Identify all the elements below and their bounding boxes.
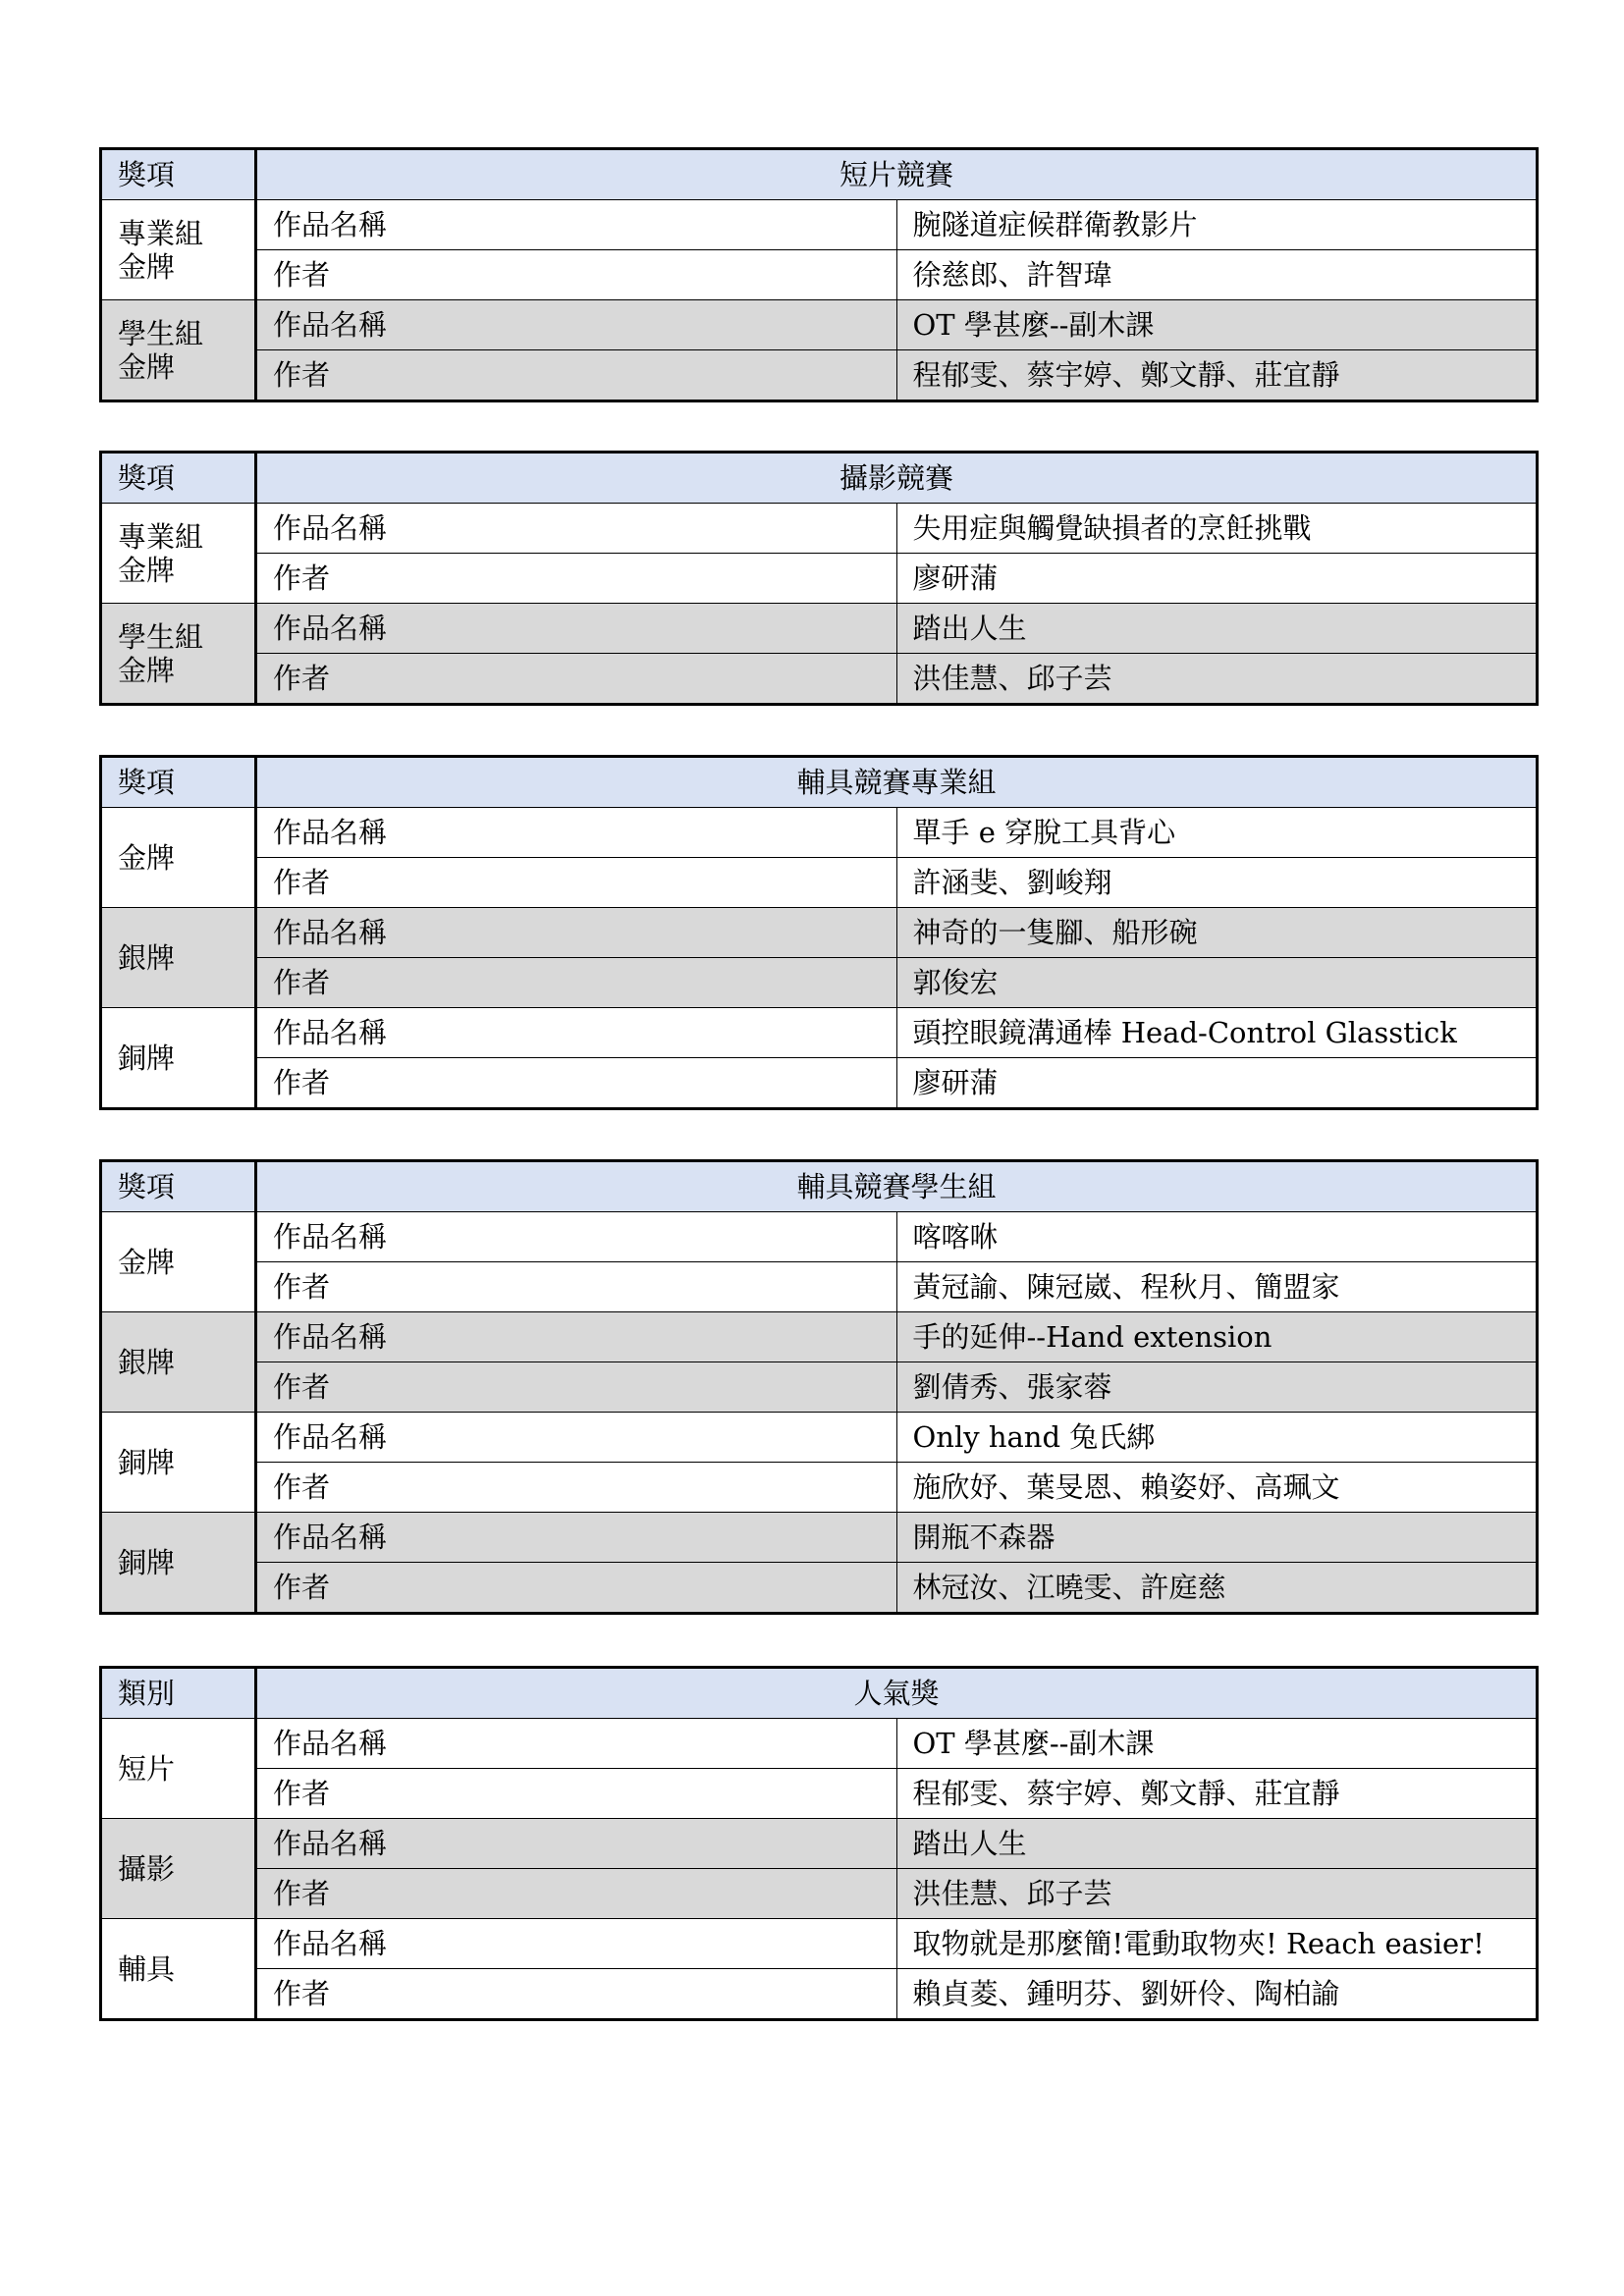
popularity-award-table [99,1666,1539,2021]
work-title: 手的延伸--Hand extension [896,1312,1538,1362]
table-row [101,1969,1538,2020]
work-title: OT 學甚麼--副木課 [896,1719,1538,1769]
table-row [101,958,1538,1008]
field-label: 作品名稱 [256,300,897,350]
table-row [101,200,1538,250]
work-authors: 程郁雯、蔡宇婷、鄭文靜、莊宜靜 [896,1769,1538,1819]
table-row [101,908,1538,958]
table-row [101,1769,1538,1819]
table-row [101,1008,1538,1058]
field-label: 作者 [256,1769,897,1819]
field-label: 作品名稱 [256,1513,897,1563]
header-label: 類別 [101,1668,256,1719]
work-authors: 賴貞菱、鍾明芬、劉妍伶、陶柏諭 [896,1969,1538,2020]
work-authors: 洪佳慧、邱子芸 [896,654,1538,705]
work-title: 頭控眼鏡溝通棒 Head-Control Glasstick [896,1008,1538,1058]
table-header-row [101,149,1538,200]
work-authors: 許涵斐、劉峻翔 [896,858,1538,908]
table-title: 人氣獎 [256,1668,1538,1719]
field-label: 作者 [256,250,897,300]
header-label: 獎項 [101,757,256,808]
table-row [101,1058,1538,1109]
field-label: 作者 [256,858,897,908]
work-title: 神奇的一隻腳、船形碗 [896,908,1538,958]
table-header-row [101,1668,1538,1719]
work-title: 踏出人生 [896,604,1538,654]
group-name: 銀牌 [101,1312,256,1413]
work-title: 開瓶不森器 [896,1513,1538,1563]
table-row [101,858,1538,908]
field-label: 作者 [256,350,897,401]
table-header-row [101,757,1538,808]
work-authors: 洪佳慧、邱子芸 [896,1869,1538,1919]
field-label: 作品名稱 [256,1212,897,1262]
group-name: 銅牌 [101,1413,256,1513]
group-name: 短片 [101,1719,256,1819]
header-label: 獎項 [101,149,256,200]
work-title: 單手 e 穿脫工具背心 [896,808,1538,858]
table-title: 輔具競賽專業組 [256,757,1538,808]
group-name: 金牌 [101,808,256,908]
field-label: 作品名稱 [256,200,897,250]
field-label: 作者 [256,1362,897,1413]
table-row [101,1563,1538,1614]
work-authors: 施欣妤、葉旻恩、賴姿妤、高珮文 [896,1463,1538,1513]
work-authors: 廖研蒲 [896,554,1538,604]
field-label: 作品名稱 [256,1312,897,1362]
work-authors: 程郁雯、蔡宇婷、鄭文靜、莊宜靜 [896,350,1538,401]
table-row [101,1362,1538,1413]
photography-table [99,451,1539,706]
work-title: OT 學甚麼--副木課 [896,300,1538,350]
field-label: 作品名稱 [256,908,897,958]
group-name: 輔具 [101,1919,256,2020]
work-title: 喀喀咻 [896,1212,1538,1262]
field-label: 作者 [256,554,897,604]
table-title: 攝影競賽 [256,453,1538,504]
table-row [101,1819,1538,1869]
work-title: 腕隧道症候群衛教影片 [896,200,1538,250]
group-name: 銅牌 [101,1513,256,1614]
short-film-table [99,147,1539,402]
table-row [101,350,1538,401]
field-label: 作者 [256,1969,897,2020]
group-name: 銀牌 [101,908,256,1008]
table-row [101,1463,1538,1513]
work-authors: 徐慈郎、許智瑋 [896,250,1538,300]
work-authors: 林冠汝、江曉雯、許庭慈 [896,1563,1538,1614]
field-label: 作者 [256,1463,897,1513]
table-row [101,1869,1538,1919]
field-label: 作品名稱 [256,504,897,554]
field-label: 作品名稱 [256,808,897,858]
field-label: 作品名稱 [256,604,897,654]
table-row [101,554,1538,604]
header-label: 獎項 [101,453,256,504]
table-row [101,504,1538,554]
field-label: 作者 [256,1869,897,1919]
group-name: 專業組 金牌 [101,200,256,300]
table-title: 輔具競賽學生組 [256,1161,1538,1212]
table-row [101,300,1538,350]
table-row [101,1262,1538,1312]
field-label: 作者 [256,1058,897,1109]
work-title: 失用症與觸覺缺損者的烹飪挑戰 [896,504,1538,554]
table-row [101,1919,1538,1969]
group-name: 專業組 金牌 [101,504,256,604]
field-label: 作品名稱 [256,1413,897,1463]
field-label: 作品名稱 [256,1719,897,1769]
work-authors: 廖研蒲 [896,1058,1538,1109]
group-name: 學生組 金牌 [101,300,256,401]
field-label: 作者 [256,1262,897,1312]
table-row [101,604,1538,654]
table-row [101,1212,1538,1262]
table-title: 短片競賽 [256,149,1538,200]
table-row [101,1312,1538,1362]
field-label: 作者 [256,1563,897,1614]
group-name: 銅牌 [101,1008,256,1109]
table-row [101,654,1538,705]
work-title: 踏出人生 [896,1819,1538,1869]
group-name: 學生組 金牌 [101,604,256,705]
assistive-device-professional-table [99,755,1539,1110]
table-header-row [101,1161,1538,1212]
work-title: Only hand 兔氏綁 [896,1413,1538,1463]
field-label: 作品名稱 [256,1819,897,1869]
work-title: 取物就是那麼簡!電動取物夾! Reach easier! [896,1919,1538,1969]
table-row [101,808,1538,858]
work-authors: 郭俊宏 [896,958,1538,1008]
table-header-row [101,453,1538,504]
table-row [101,1719,1538,1769]
field-label: 作品名稱 [256,1919,897,1969]
table-row [101,1413,1538,1463]
assistive-device-student-table [99,1159,1539,1615]
group-name: 攝影 [101,1819,256,1919]
work-authors: 劉倩秀、張家蓉 [896,1362,1538,1413]
field-label: 作品名稱 [256,1008,897,1058]
field-label: 作者 [256,654,897,705]
table-row [101,1513,1538,1563]
table-row [101,250,1538,300]
work-authors: 黃冠諭、陳冠崴、程秋月、簡盟家 [896,1262,1538,1312]
header-label: 獎項 [101,1161,256,1212]
group-name: 金牌 [101,1212,256,1312]
field-label: 作者 [256,958,897,1008]
